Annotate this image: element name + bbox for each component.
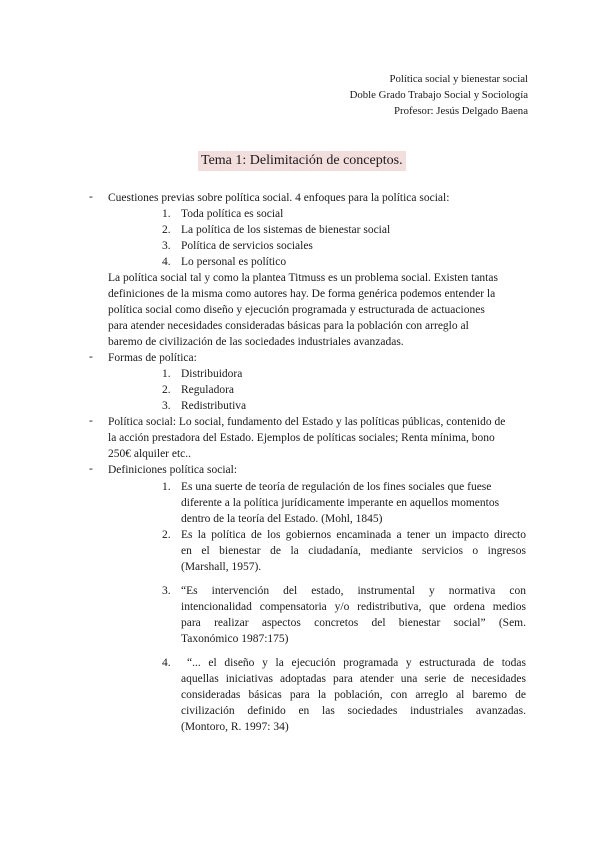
header-degree: Doble Grado Trabajo Social y Sociología [349, 89, 528, 101]
definition-line: “... el diseño y la ejecución programada y estructurada de todas [187, 657, 526, 669]
paragraph-line: 250€ alquiler etc.. [108, 448, 192, 460]
definition-line: consideradas básicas para la población, con arreglo al baremo de [181, 689, 526, 701]
definition-item [181, 583, 526, 647]
list-item-number: 1. [162, 368, 171, 380]
bullet-dash: - [89, 415, 93, 427]
list-item: Reguladora [181, 384, 235, 396]
definition-line: dentro de la teoría del Estado. (Mohl, 1845) [181, 513, 383, 525]
bullet-dash: - [89, 351, 93, 363]
definition-item [181, 479, 526, 527]
section4-heading: Definiciones política social: [108, 464, 238, 476]
list-item: Distribuidora [181, 368, 243, 380]
header-course: Política social y bienestar social [389, 73, 528, 85]
list-item-number: 4. [162, 657, 171, 669]
list-item: Lo personal es político [181, 256, 287, 268]
list-item: Redistributiva [181, 400, 247, 412]
paragraph-line: definiciones de la misma como autores hay. De forma genérica podemos entender la [108, 288, 496, 300]
list-item-number: 3. [162, 240, 171, 252]
list-item-number: 1. [162, 208, 171, 220]
list-item-number: 1. [162, 481, 171, 493]
definition-line: “Es intervención del estado, instrumental y normativa con [181, 585, 526, 597]
definition-line: civilización definido en las sociedades industriales avanzadas. [181, 705, 526, 717]
bullet-dash: - [89, 191, 93, 203]
header-professor: Profesor: Jesús Delgado Baena [393, 105, 528, 117]
page-title: Tema 1: Delimitación de conceptos. [198, 151, 406, 171]
list-item-number: 4. [162, 256, 171, 268]
definition-line: aquellas iniciativas adoptadas para atender una serie de necesidades [181, 673, 526, 685]
definition-line: Es una suerte de teoría de regulación de los fines sociales que fuese [181, 481, 492, 493]
definition-line: diferente a la política jurídicamente imperante en aquellos momentos [181, 497, 500, 509]
list-item-number: 2. [162, 384, 171, 396]
paragraph-line: La política social tal y como la plantea Titmuss es un problema social. Existen tantas [108, 272, 498, 284]
list-item-number: 2. [162, 529, 171, 541]
section3-paragraph [108, 414, 528, 462]
definition-line: Es la política de los gobiernos encaminada a tener un impacto directo [181, 529, 526, 541]
document-header [350, 71, 528, 119]
paragraph-line: para atender necesidades consideradas básicas para la población con arreglo al [108, 320, 469, 332]
list-item-number: 2. [162, 224, 171, 236]
definition-line: intencionalidad compensatoria y/o redistributiva, que ordena medios [181, 601, 526, 613]
list-item-number: 3. [162, 585, 171, 597]
bullet-dash: - [89, 463, 93, 475]
definition-line: Taxonómico 1987:175) [181, 633, 289, 645]
list-item: Política de servicios sociales [181, 240, 313, 252]
paragraph-line: política social como diseño y ejecución programada y estructurada de actuaciones [108, 304, 485, 316]
definition-item [181, 655, 526, 735]
list-item: Toda política es social [181, 208, 284, 220]
definition-line: (Marshall, 1957). [181, 561, 262, 573]
list-item: La política de los sistemas de bienestar social [181, 224, 391, 236]
list-item-number: 3. [162, 400, 171, 412]
section1-heading: Cuestiones previas sobre política social. 4 enfoques para la política social: [108, 192, 450, 204]
paragraph-line: baremo de civilización de las sociedades industriales avanzadas. [108, 336, 404, 348]
definition-line: (Montoro, R. 1997: 34) [181, 721, 289, 733]
definition-item [181, 527, 526, 575]
definition-line: para realizar aspectos concretos del bienestar social” (Sem. [181, 617, 526, 629]
section2-heading: Formas de política: [108, 352, 197, 364]
section1-paragraph [108, 270, 526, 350]
paragraph-line: Política social: Lo social, fundamento del Estado y las políticas públicas, contenido de [108, 416, 506, 428]
paragraph-line: la acción prestadora del Estado. Ejemplos de políticas sociales; Renta mínima, bono [108, 432, 495, 444]
definition-line: en el bienestar de la ciudadanía, mediante servicios o ingresos [181, 545, 526, 557]
